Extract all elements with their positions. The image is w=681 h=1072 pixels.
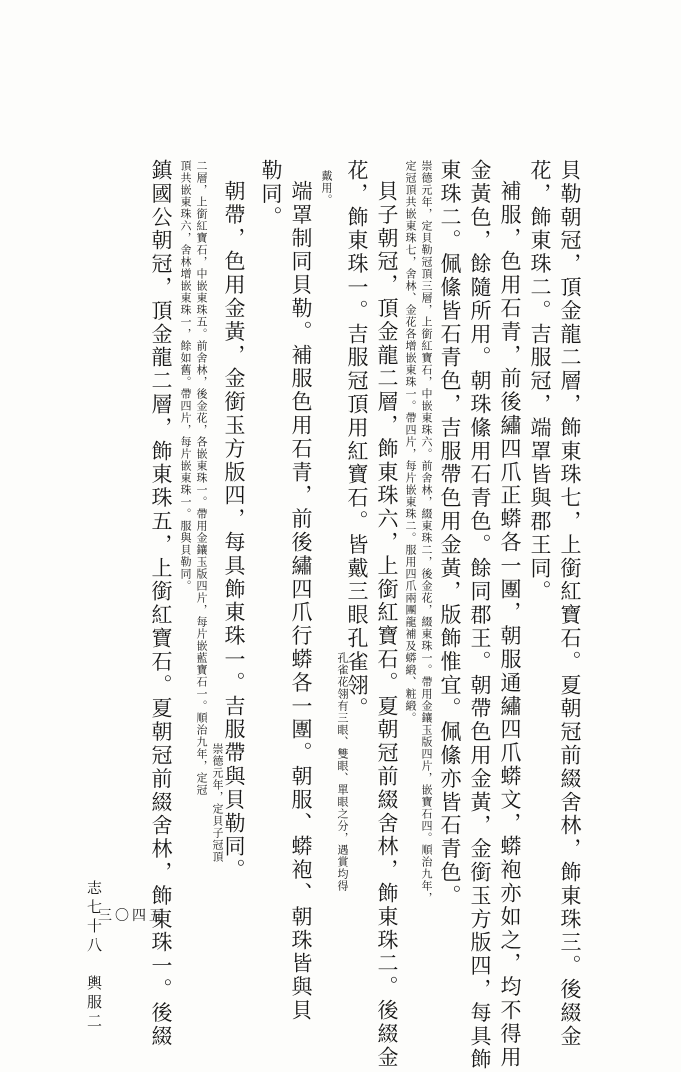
page-number: 三〇四五: [98, 908, 166, 924]
text-column: 勒同。: [259, 159, 283, 230]
note-column: 二層，上銜紅寶石，中嵌東珠五。前舍林，後金花，各嵌東珠一。帶用金鑲玉版四片，每片嵌藍寶石一。順治九年，定冠: [195, 160, 208, 796]
text-column: 東珠二。佩絛皆石青色，吉服帶色用金黃，版飾惟宜。佩絛亦皆石青色。: [438, 159, 462, 908]
note-column: 戴用。: [320, 170, 333, 206]
text-column: 花，飾東珠二。吉服冠，端罩皆與郡王同。: [528, 159, 552, 604]
text-column: 貝勒朝冠，頂金龍二層，飾東珠七，上銜紅寶石。夏朝冠前綴舍林，飾東珠三。後綴金: [558, 159, 582, 1049]
text-column: 朝帶，色用金黃，金銜玉方版四，每具飾東珠一。吉服帶與貝勒同。: [222, 180, 246, 882]
text-column: 金黃色，餘隨所用。朝珠絛用石青色。餘同郡王。朝帶色用金黃，金銜玉方版四，每具飾: [468, 159, 492, 1072]
note-column: 崇德元年，定貝子冠頂: [211, 743, 224, 863]
text-column: 貝子朝冠，頂金龍二層，飾東珠六，上銜紅寶石。夏朝冠前綴舍林，飾東珠二。後綴金: [375, 180, 399, 1070]
text-column: 補服，色用石青，前後繡四爪正蟒各一團，朝服通繡四爪蟒文，蟒袍亦如之，均不得用: [498, 180, 522, 1070]
text-column: 花，飾東珠一。吉服冠頂用紅寶石。皆戴三眼孔雀翎。: [345, 159, 369, 721]
note-column: 定冠頂共嵌東珠七，舍林、金花各增嵌東珠一。帶四片，每片嵌東珠二。服用四爪兩團龍補及蟒緞、粧緞。: [404, 160, 417, 724]
text-column: 鎮國公朝冠，頂金龍二層，飾東珠五，上銜紅寶石。夏朝冠前綴舍林，飾東珠一。後綴: [149, 159, 173, 1049]
note-column: 崇德元年，定貝勒冠頂三層，上銜紅寶石，中嵌東珠六。前舍林，綴東珠二，後金花，綴東珠一。帶用金鑲玉版四片，嵌寶石四。順治九年，: [420, 160, 433, 904]
text-column: 端罩制同貝勒。補服色用石青，前後繡四爪行蟒各一團。朝服、蟒袍、朝珠皆與貝: [289, 180, 313, 1023]
note-column: 孔雀花翎有三眼、雙眼、單眼之分，遇賞均得: [336, 652, 349, 892]
running-head: 志七十八 輿服二: [85, 880, 103, 1032]
note-column: 頂共嵌東珠六，舍林增嵌東珠一，餘如舊。帶四片，每片嵌東珠一。服與貝勒同。: [179, 160, 192, 592]
